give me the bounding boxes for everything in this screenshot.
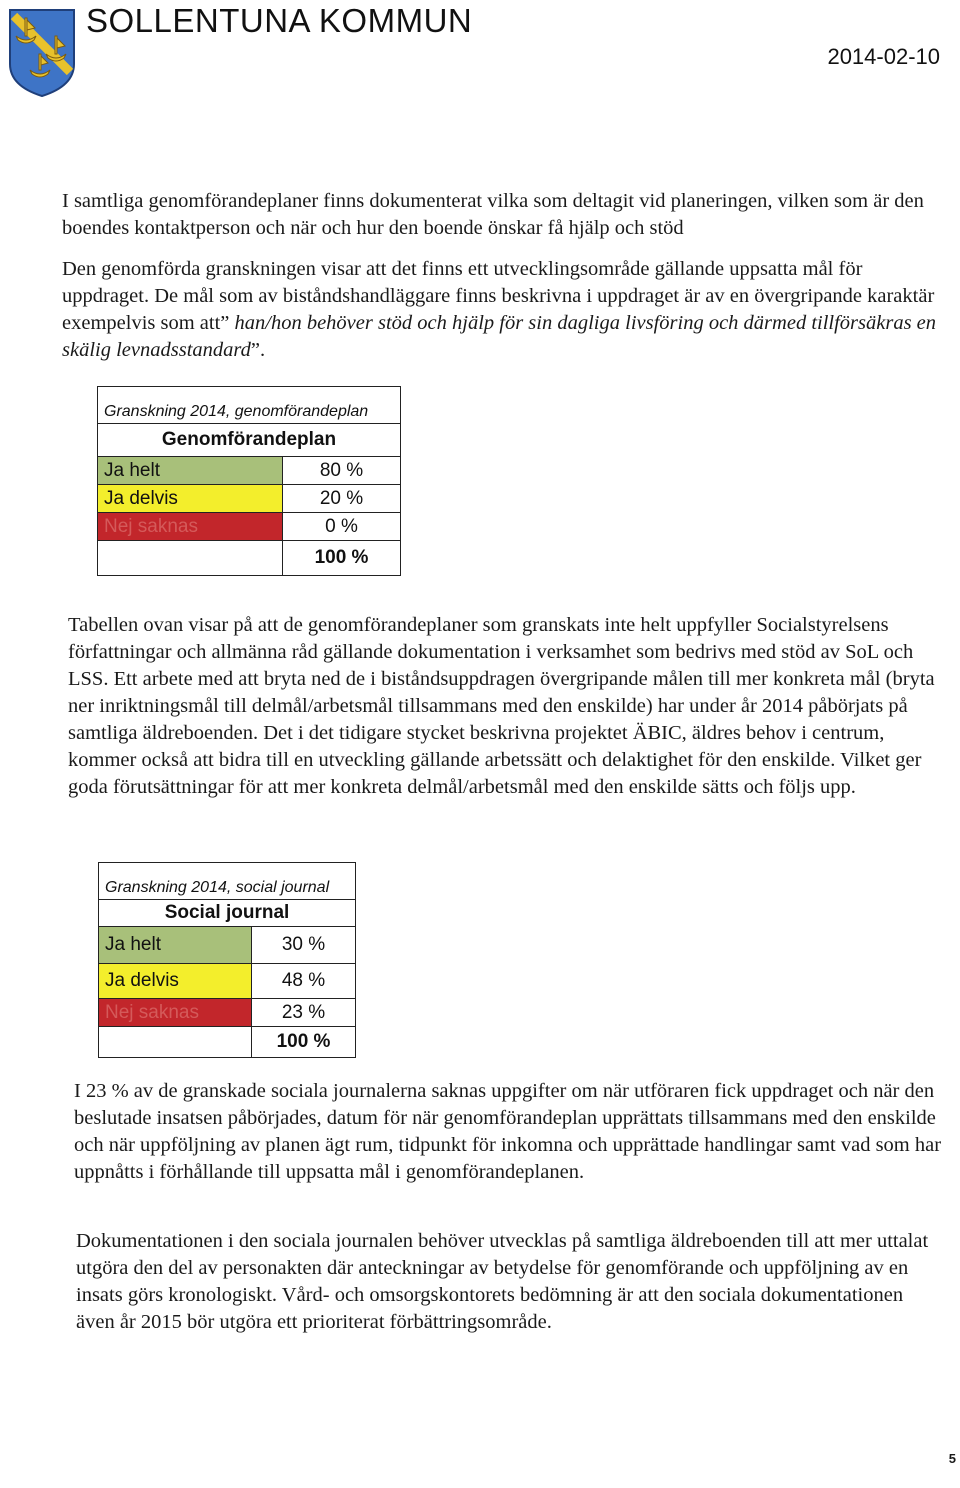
row-value: 80 %: [283, 457, 401, 485]
table-social-journal: [98, 862, 356, 1058]
table-row: [98, 513, 401, 541]
paragraph-table-analysis: Tabellen ovan visar på att de genomförandeplaner som granskats inte helt uppfyller Socialstyrelsens författningar och allmänna råd gällande dokumentation i verksamhet som bedrivs med stöd av SoL och LSS. Ett arbete med att bryta ned de i biståndsuppdragen övergripande målen till mer konkreta mål (bryta ner inriktningsmål till delmål/arbetsmål tillsammans med den enskilde) har under år 2014 påbörjats på samtliga äldreboenden. Det i det tidigare stycket beskrivna projektet ÄBIC, äldres behov i centrum, kommer också att bidra till en utveckling gällande arbetssätt och delaktighet för den enskilde. Vilket ger goda förutsättningar för att mer konkreta delmål/arbetsmål med den enskilde sätts och följs upp.: [68, 614, 935, 798]
table-total-row: [99, 1027, 356, 1058]
paragraph-goals-end: ”.: [250, 339, 266, 361]
table-row: [98, 485, 401, 513]
row-label: Nej saknas: [98, 513, 283, 541]
table-total-row: [98, 541, 401, 576]
total-value: 100 %: [252, 1027, 356, 1058]
table-genomforandeplan: [97, 386, 401, 576]
table-heading: Social journal: [99, 900, 356, 927]
paragraph-goals-quote: han/hon behöver stöd och hjälp för sin dagliga livsföring och därmed tillförsäkras en skälig levnadsstandard: [62, 312, 937, 361]
total-value: 100 %: [283, 541, 401, 576]
row-value: 0 %: [283, 513, 401, 541]
table-caption: Granskning 2014, genomförandeplan: [98, 387, 401, 424]
paragraph-social-journal: I 23 % av de granskade sociala journalerna saknas uppgifter om när utföraren fick uppdraget och när den beslutade insatsen påbörjades, datum för när genomförandeplan upprättats tillsammans med den enskilde och när uppföljning av planen ägt rum, tidpunkt för inkomna och upprättade handlingar samt vad som har uppnåtts i förhållande till uppsatta mål i genomförandeplanen.: [74, 1080, 942, 1183]
organization-name: SOLLENTUNA KOMMUN: [86, 2, 473, 39]
row-label: Ja helt: [99, 927, 252, 964]
row-value: 23 %: [252, 999, 356, 1027]
blank-cell: [99, 1027, 252, 1058]
table-row: [99, 964, 356, 999]
table-row: [98, 457, 401, 485]
table-row: [99, 927, 356, 964]
table-caption: Granskning 2014, social journal: [99, 863, 356, 900]
table-heading: Genomförandeplan: [98, 424, 401, 457]
coat-of-arms-icon: [6, 6, 78, 98]
row-label: Ja helt: [98, 457, 283, 485]
row-label: Nej saknas: [99, 999, 252, 1027]
paragraph-goals-text: Den genomförda granskningen visar att det finns ett utvecklingsområde gällande uppsatta mål för uppdraget. De mål som av biståndshandläggare finns beskrivna i uppdraget är av en övergripande karaktär exempelvis som att”: [62, 258, 935, 334]
paragraph-participants: I samtliga genomförandeplaner finns dokumenterat vilka som deltagit vid planeringen, vilken som är den boendes kontaktperson och när och hur den boende önskar få hjälp och stöd: [62, 190, 924, 239]
paragraph-assessment: Dokumentationen i den sociala journalen behöver utvecklas på samtliga äldreboenden till att mer uttalat utgöra den del av personakten där anteckningar av betydelse för genomförande och uppföljning av en insats görs kronologiskt. Vård- och omsorgskontorets bedömning är att den sociala dokumentationen även år 2015 bör utgöra ett prioriterat förbättringsområde.: [76, 1230, 929, 1333]
row-label: Ja delvis: [99, 964, 252, 999]
blank-cell: [98, 541, 283, 576]
paragraph-goals: [62, 256, 944, 364]
document-date: 2014-02-10: [827, 44, 940, 69]
row-label: Ja delvis: [98, 485, 283, 513]
row-value: 20 %: [283, 485, 401, 513]
row-value: 30 %: [252, 927, 356, 964]
table-row: [99, 999, 356, 1027]
page-number: 5: [948, 1451, 956, 1466]
row-value: 48 %: [252, 964, 356, 999]
